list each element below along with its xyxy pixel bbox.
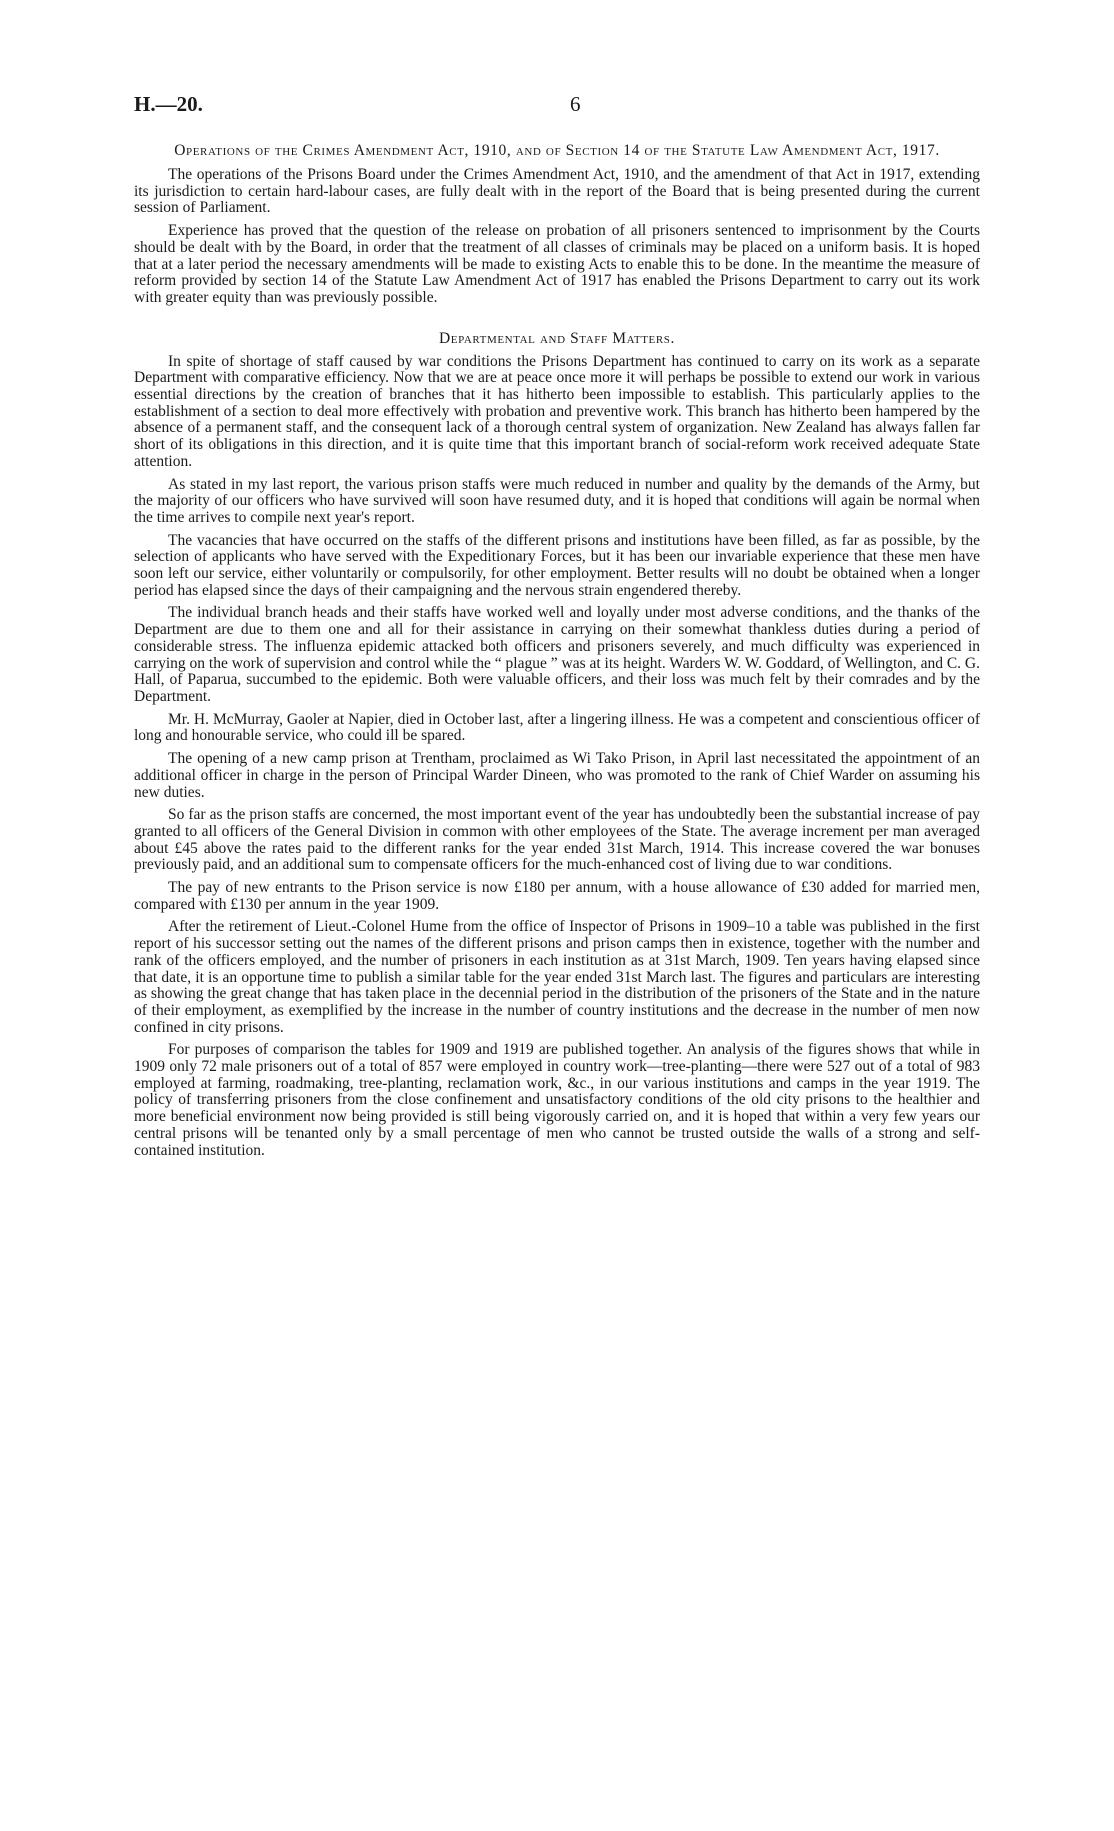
paragraph: Experience has proved that the question of the release on probation of all prisoners sentenced to imprisonment by the Courts should be dealt with by the Board, in order that the treatment of all classes of criminals may be placed on a uniform basis. It is hoped that at a later period the necessary amendments will be made to existing Acts to enable this to be done. In the meantime the measure of reform provided by section 14 of the Statute Law Amendment Act of 1917 has enabled the Prisons Department to carry out its work with greater equity than was previously possible. — [134, 222, 980, 306]
page-header — [134, 92, 980, 122]
paragraph: So far as the prison staffs are concerned, the most important event of the year has undoubtedly been the substantial increase of pay granted to all officers of the General Division in common with other employees of the State. The average increment per man averaged about £45 above the rates paid to the different ranks for the year ended 31st March, 1914. This increase covered the war bonuses previously paid, and an additional sum to compensate officers for the much-enhanced cost of living due to war conditions. — [134, 806, 980, 874]
paragraph: After the retirement of Lieut.-Colonel Hume from the office of Inspector of Prisons in 1909–10 a table was published in the first report of his successor setting out the names of the different prisons and prison camps then in existence, together with the number and rank of the officers employed, and the number of prisoners in each institution as at 31st March, 1909. Ten years having elapsed since that date, it is an opportune time to publish a similar table for the year ended 31st March last. The figures and particulars are interesting as showing the great change that has taken place in the decennial period in the distribution of the prisoners of the State and in the nature of their employment, as exemplified by the increase in the number of country institutions and the decrease in the number of men now confined in city prisons. — [134, 918, 980, 1036]
paragraph: As stated in my last report, the various prison staffs were much reduced in number and quality by the demands of the Army, but the majority of our officers who have survived will soon have resumed duty, and it is hoped that conditions will again be normal when the time arrives to compile next year's report. — [134, 475, 980, 526]
paragraph: For purposes of comparison the tables for 1909 and 1919 are published together. An analysis of the figures shows that while in 1909 only 72 male prisoners out of a total of 857 were employed in country work—tree-planting—there were 527 out of a total of 983 employed at farming, roadmaking, tree-planting, reclamation work, &c., in our various institutions and camps in the year 1919. The policy of transferring prisoners from the close confinement and unsatisfactory conditions of the old city prisons to the healthier and more beneficial environment now being provided is still being vigorously carried on, and it is hoped that within a very few years our central prisons will be tenanted only by a small percentage of men who cannot be trusted outside the walls of a strong and self-contained institution. — [134, 1041, 980, 1159]
paragraph: The opening of a new camp prison at Trentham, proclaimed as Wi Tako Prison, in April last necessitated the appointment of an additional officer in charge in the person of Principal Warder Dineen, who was promoted to the rank of Chief Warder on assuming his new duties. — [134, 750, 980, 801]
page-body — [134, 142, 980, 1165]
paragraph: The operations of the Prisons Board under the Crimes Amendment Act, 1910, and the amendment of that Act in 1917, extending its jurisdiction to certain hard-labour cases, are fully dealt with in the report of the Board that is being presented during the current session of Parliament. — [134, 166, 980, 217]
paragraph: Mr. H. McMurray, Gaoler at Napier, died in October last, after a lingering illness. He was a competent and conscientious officer of long and honourable service, who could ill be spared. — [134, 710, 980, 745]
paragraph: The pay of new entrants to the Prison service is now £180 per annum, with a house allowance of £30 added for married men, compared with £130 per annum in the year 1909. — [134, 879, 980, 913]
document-code: H.—20. — [134, 92, 203, 116]
paragraph: In spite of shortage of staff caused by war conditions the Prisons Department has continued to carry on its work as a separate Department with comparative efficiency. Now that we are at peace once more it will perhaps be possible to extend our work in various essential directions by the creation of branches that it has hitherto been impossible to establish. This particularly applies to the establishment of a section to deal more effectively with probation and preventive work. This branch has hitherto been hampered by the absence of a permanent staff, and the consequent lack of a thorough central system of organization. New Zealand has always fallen far short of its obligations in this direction, and it is quite time that this important branch of social-reform work received adequate State attention. — [134, 352, 980, 470]
paragraph: The individual branch heads and their staffs have worked well and loyally under most adverse conditions, and the thanks of the Department are due to them one and all for their assistance in carrying on their somewhat thankless duties during a period of considerable stress. The influenza epidemic attacked both officers and prisoners severely, and much difficulty was experienced in carrying on the work of supervision and control while the “ plague ” was at its height. Warders W. W. Goddard, of Wellington, and C. G. Hall, of Paparua, succumbed to the epidemic. Both were valuable officers, and their loss was much felt by their comrades and by the Department. — [134, 604, 980, 705]
section-heading-departmental-staff-matters: Departmental and Staff Matters. — [439, 329, 675, 347]
page-number: 6 — [570, 92, 581, 116]
section-heading-crimes-amendment-act: Operations of the Crimes Amendment Act, 1910, and of Section 14 of the Statute Law Amendment Act, 1917. — [174, 142, 940, 159]
paragraph: The vacancies that have occurred on the staffs of the different prisons and institutions have been filled, as far as possible, by the selection of applicants who have served with the Expeditionary Forces, but it has been our invariable experience that these men have soon left our service, either voluntarily or compulsorily, for other employment. Better results will no doubt be obtained when a longer period has elapsed since the days of their campaigning and the nervous strain engendered thereby. — [134, 531, 980, 599]
